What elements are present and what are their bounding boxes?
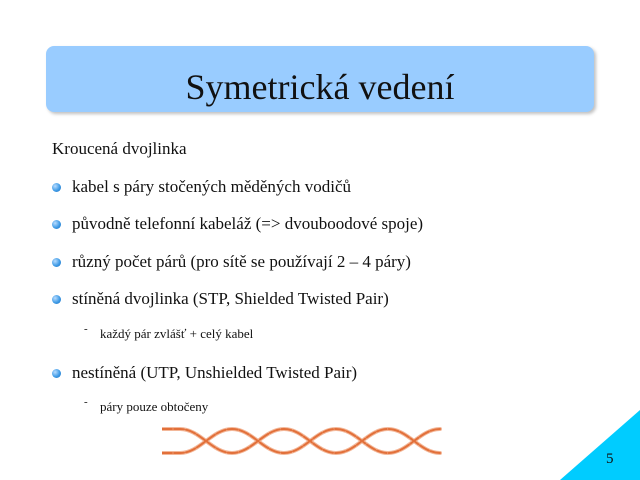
bullet-text: nestíněná (UTP, Unshielded Twisted Pair) bbox=[72, 363, 358, 382]
bullet-text: různý počet párů (pro sítě se používají 2 – 4 páry) bbox=[72, 252, 411, 271]
bullet-icon bbox=[52, 369, 61, 378]
bullet-item bbox=[52, 176, 351, 198]
bullet-item bbox=[52, 213, 423, 235]
sub-bullet-text: páry pouze obtočeny bbox=[100, 399, 209, 414]
slide-subtitle: Kroucená dvojlinka bbox=[52, 139, 187, 158]
slide-title: Symetrická vedení bbox=[185, 67, 455, 107]
bullet-text: původně telefonní kabeláž (=> dvouboodové spoje) bbox=[72, 214, 424, 233]
corner-decoration bbox=[560, 410, 640, 480]
bullet-text: stíněná dvojlinka (STP, Shielded Twisted Pair) bbox=[72, 289, 389, 308]
page-number: 5 bbox=[606, 451, 614, 467]
bullet-icon bbox=[52, 183, 61, 192]
sub-bullet-item bbox=[84, 398, 208, 416]
bullet-item bbox=[52, 362, 357, 384]
bullet-icon bbox=[52, 258, 61, 267]
bullet-item bbox=[52, 288, 389, 310]
bullet-icon bbox=[52, 220, 61, 229]
bullet-text: kabel s páry stočených měděných vodičů bbox=[72, 177, 351, 196]
twisted-pair-wire-illustration bbox=[162, 424, 442, 458]
dash-marker: - bbox=[84, 396, 88, 408]
bullet-item bbox=[52, 251, 411, 273]
sub-bullet-text: každý pár zvlášť + celý kabel bbox=[100, 326, 254, 341]
sub-bullet-item bbox=[84, 325, 253, 343]
dash-marker: - bbox=[84, 323, 88, 335]
bullet-icon bbox=[52, 295, 61, 304]
title-box bbox=[46, 46, 594, 112]
